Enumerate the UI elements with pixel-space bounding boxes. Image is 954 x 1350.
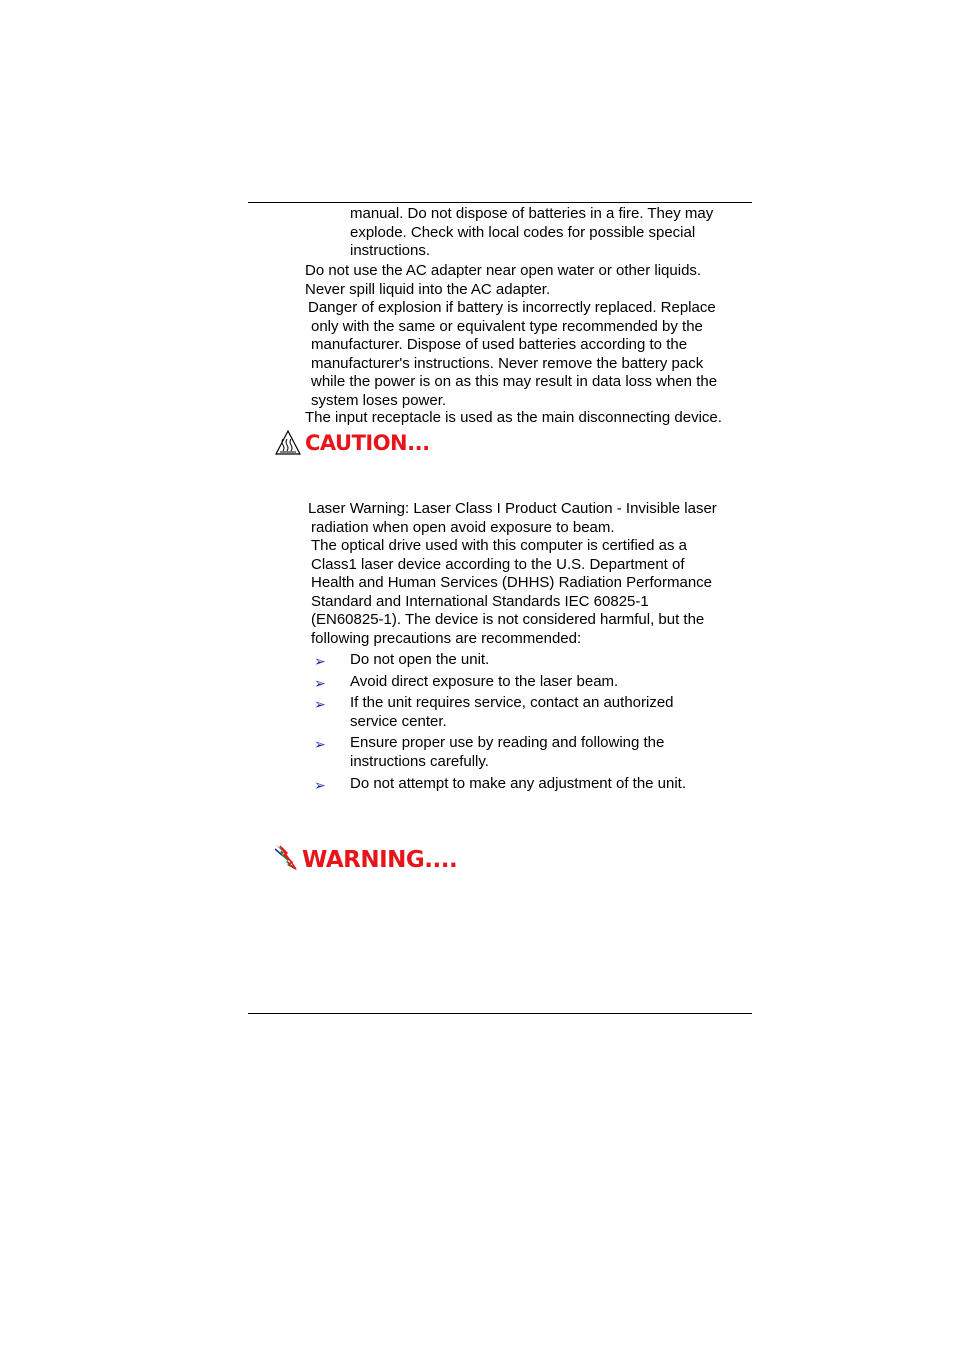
lightning-icon (274, 843, 300, 879)
text-line: manual. Do not dispose of batteries in a fire. They may (350, 205, 714, 222)
warning-heading: WARNING.... (302, 847, 458, 873)
hot-surface-icon (274, 429, 302, 463)
text-line: while the power is on as this may result in data loss when the (311, 373, 718, 390)
arrow-bullet-icon: ➢ (314, 696, 326, 712)
optical-drive-paragraph (311, 537, 712, 648)
bottom-rule (248, 1013, 752, 1014)
text-line: service center. (350, 712, 447, 730)
text-line: manufacturer. Dispose of used batteries according to the (311, 336, 688, 353)
caution-heading: CAUTION... (305, 431, 430, 455)
text-line: The input receptacle is used as the main disconnecting device. (305, 409, 722, 426)
arrow-bullet-icon: ➢ (314, 777, 326, 793)
text-line: instructions carefully. (350, 752, 489, 770)
arrow-bullet-icon: ➢ (314, 736, 326, 752)
text-line: Class1 laser device according to the U.S. Department of (311, 555, 685, 573)
list-item (314, 775, 686, 794)
text-line: Do not use the AC adapter near open water or other liquids. (305, 262, 702, 279)
ac-adapter-paragraph (305, 262, 701, 299)
arrow-bullet-icon: ➢ (314, 674, 326, 691)
text-line: only with the same or equivalent type recommended by the (311, 317, 703, 335)
text-line: Avoid direct exposure to the laser beam. (350, 672, 619, 690)
explosion-paragraph (308, 299, 717, 410)
text-line: If the unit requires service, contact an authorized (350, 694, 674, 711)
battery-continuation-paragraph (350, 205, 713, 261)
list-item (314, 651, 686, 670)
receptacle-paragraph (305, 409, 722, 428)
text-line: system loses power. (311, 391, 447, 409)
list-item (314, 694, 686, 731)
text-line: manufacturer's instructions. Never remove the battery pack (311, 354, 704, 372)
text-line: Health and Human Services (DHHS) Radiation Performance (311, 574, 713, 591)
arrow-bullet-icon: ➢ (314, 653, 326, 669)
text-line: Never spill liquid into the AC adapter. (305, 280, 551, 298)
text-line: Danger of explosion if battery is incorrectly replaced. Replace (308, 299, 716, 316)
text-line: instructions. (350, 242, 431, 259)
text-line: Do not open the unit. (350, 651, 490, 668)
list-item (314, 673, 686, 692)
text-line: Standard and International Standards IEC 60825-1 (311, 592, 649, 610)
text-line: Do not attempt to make any adjustment of the unit. (350, 775, 687, 792)
precautions-list (314, 651, 686, 794)
text-line: following precautions are recommended: (311, 629, 582, 647)
text-line: Ensure proper use by reading and following the (350, 734, 665, 751)
text-line: radiation when open avoid exposure to beam. (311, 518, 615, 536)
top-rule (248, 202, 752, 203)
list-item (314, 734, 686, 771)
text-line: (EN60825-1). The device is not considered harmful, but the (311, 611, 705, 628)
text-line: explode. Check with local codes for possible special (350, 223, 696, 241)
text-line: Laser Warning: Laser Class I Product Caution - Invisible laser (308, 500, 717, 517)
text-line: The optical drive used with this computer is certified as a (311, 537, 688, 554)
laser-warning-paragraph (308, 500, 717, 537)
